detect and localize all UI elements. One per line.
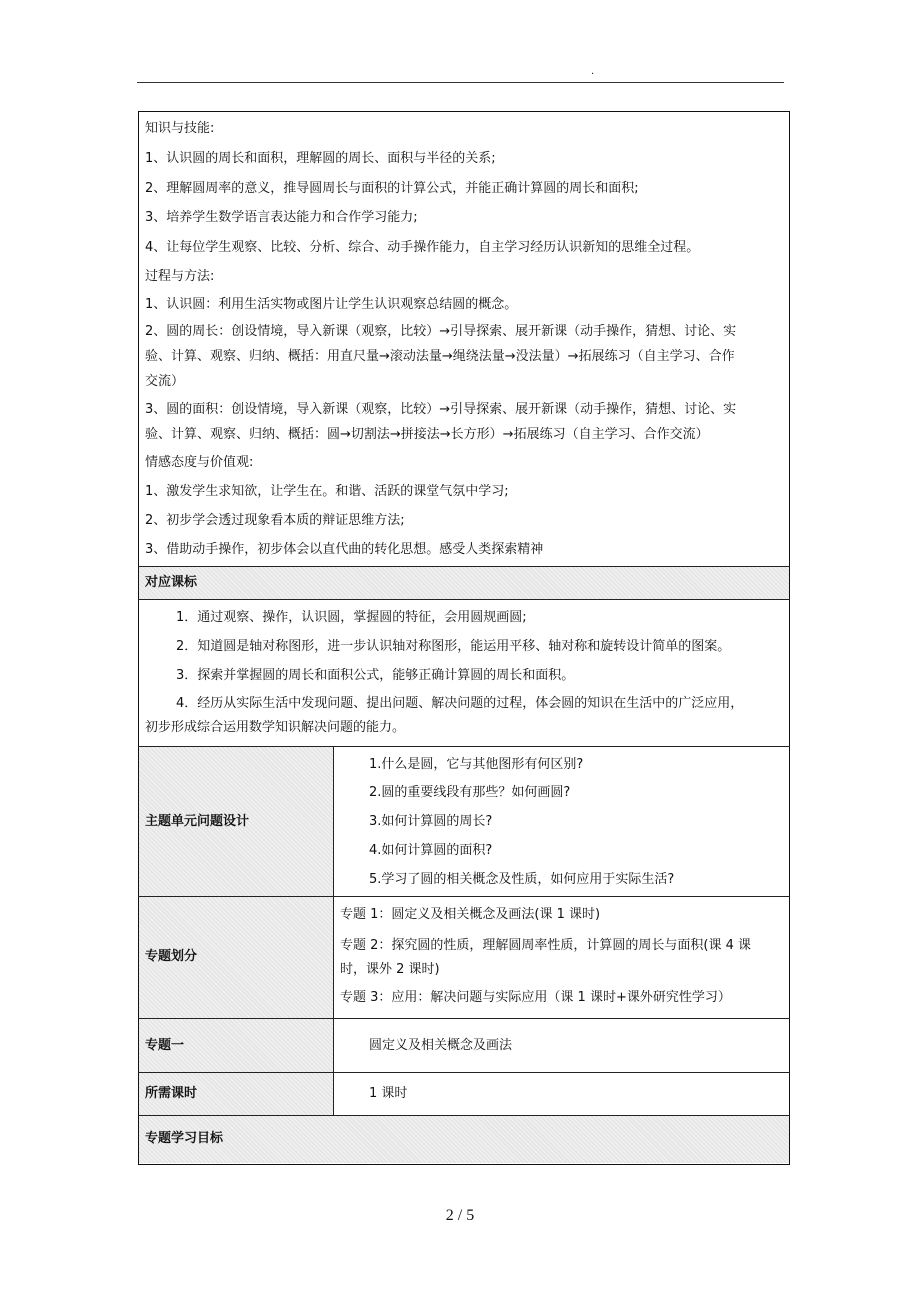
topic-one-label: 专题一 (145, 1038, 185, 1053)
question-item: 3.如何计算圆的周长? (369, 814, 493, 829)
question-item: 4.如何计算圆的面积? (369, 843, 493, 858)
topic-division-line: 专题 3：应用：解决问题与实际应用（课 1 课时+课外研究性学习） (340, 990, 731, 1005)
standard-item: 2．知道圆是轴对称图形，进一步认识轴对称图形，能运用平移、轴对称和旋转设计简单的图案。 (176, 639, 731, 654)
column-divider (333, 746, 334, 1115)
standard-item: 1．通过观察、操作，认识圆，掌握圆的特征，会用圆规画圆; (176, 610, 527, 625)
emotion-heading: 情感态度与价值观: (145, 455, 254, 470)
process-item: 验、计算、观察、归纳、概括：用直尺量→滚动法量→绳绕法量→没法量）→拓展练习（自主学习、合作 (145, 349, 735, 364)
topic-one-value: 圆定义及相关概念及画法 (369, 1038, 513, 1053)
page-number: 2 / 5 (445, 1207, 475, 1224)
emotion-item: 1、激发学生求知欲，让学生在。和谐、活跃的课堂气氛中学习; (145, 484, 509, 499)
topic-division-line: 专题 1：圆定义及相关概念及画法(课 1 课时) (340, 907, 601, 922)
topic-division-label: 专题划分 (145, 949, 198, 964)
standards-heading: 对应课标 (145, 575, 198, 590)
question-item: 2.圆的重要线段有那些？如何画圆? (369, 785, 571, 800)
process-item: 1、认识圆：利用生活实物或图片让学生认识观察总结圆的概念。 (145, 297, 518, 312)
row-divider (138, 1018, 790, 1019)
unit-questions-label: 主题单元问题设计 (145, 814, 250, 829)
row-divider (138, 1072, 790, 1073)
process-item: 交流） (145, 374, 185, 389)
header-rule (137, 82, 784, 83)
topic-division-line: 专题 2：探究圆的性质，理解圆周率性质，计算圆的周长与面积(课 4 课 (340, 938, 752, 953)
topic-division-line: 时，课外 2 课时) (340, 962, 440, 977)
knowledge-item: 2、理解圆周率的意义，推导圆周长与面积的计算公式，并能正确计算圆的周长和面积; (145, 181, 639, 196)
standard-item: 4．经历从实际生活中发现问题、提出问题、解决问题的过程，体会圆的知识在生活中的广泛应用， (176, 696, 744, 711)
header-mark: . (591, 66, 595, 77)
question-item: 5.学习了圆的相关概念及性质，如何应用于实际生活? (369, 872, 675, 887)
knowledge-heading: 知识与技能: (145, 121, 215, 136)
topic-goals-label: 专题学习目标 (145, 1131, 224, 1146)
row-divider (138, 1115, 790, 1116)
row-divider (138, 896, 790, 897)
emotion-item: 2、初步学会透过现象看本质的辩证思维方法; (145, 513, 405, 528)
emotion-item: 3、借助动手操作，初步体会以直代曲的转化思想。感受人类探索精神 (145, 542, 544, 557)
process-item: 2、圆的周长：创设情境，导入新课（观察，比较）→引导探索、展开新课（动手操作，猜想、讨论、实 (145, 324, 737, 339)
hours-value: 1 课时 (369, 1086, 408, 1101)
row-divider (138, 599, 790, 600)
row-divider (138, 746, 790, 747)
knowledge-item: 4、让每位学生观察、比较、分析、综合、动手操作能力，自主学习经历认识新知的思维全过程。 (145, 240, 700, 255)
question-item: 1.什么是圆，它与其他图形有何区别? (369, 757, 584, 772)
process-item: 验、计算、观察、归纳、概括：圆→切割法→拼接法→长方形）→拓展练习（自主学习、合作交流） (145, 427, 709, 442)
row-divider (138, 566, 790, 567)
process-heading: 过程与方法: (145, 269, 215, 284)
standard-item: 初步形成综合运用数学知识解决问题的能力。 (145, 720, 406, 735)
knowledge-item: 3、培养学生数学语言表达能力和合作学习能力; (145, 210, 418, 225)
hours-label: 所需课时 (145, 1086, 198, 1101)
knowledge-item: 1、认识圆的周长和面积，理解圆的周长、面积与半径的关系; (145, 151, 496, 166)
standard-item: 3．探索并掌握圆的周长和面积公式，能够正确计算圆的周长和面积。 (176, 668, 575, 683)
process-item: 3、圆的面积：创设情境，导入新课（观察，比较）→引导探索、展开新课（动手操作，猜想、讨论、实 (145, 402, 737, 417)
